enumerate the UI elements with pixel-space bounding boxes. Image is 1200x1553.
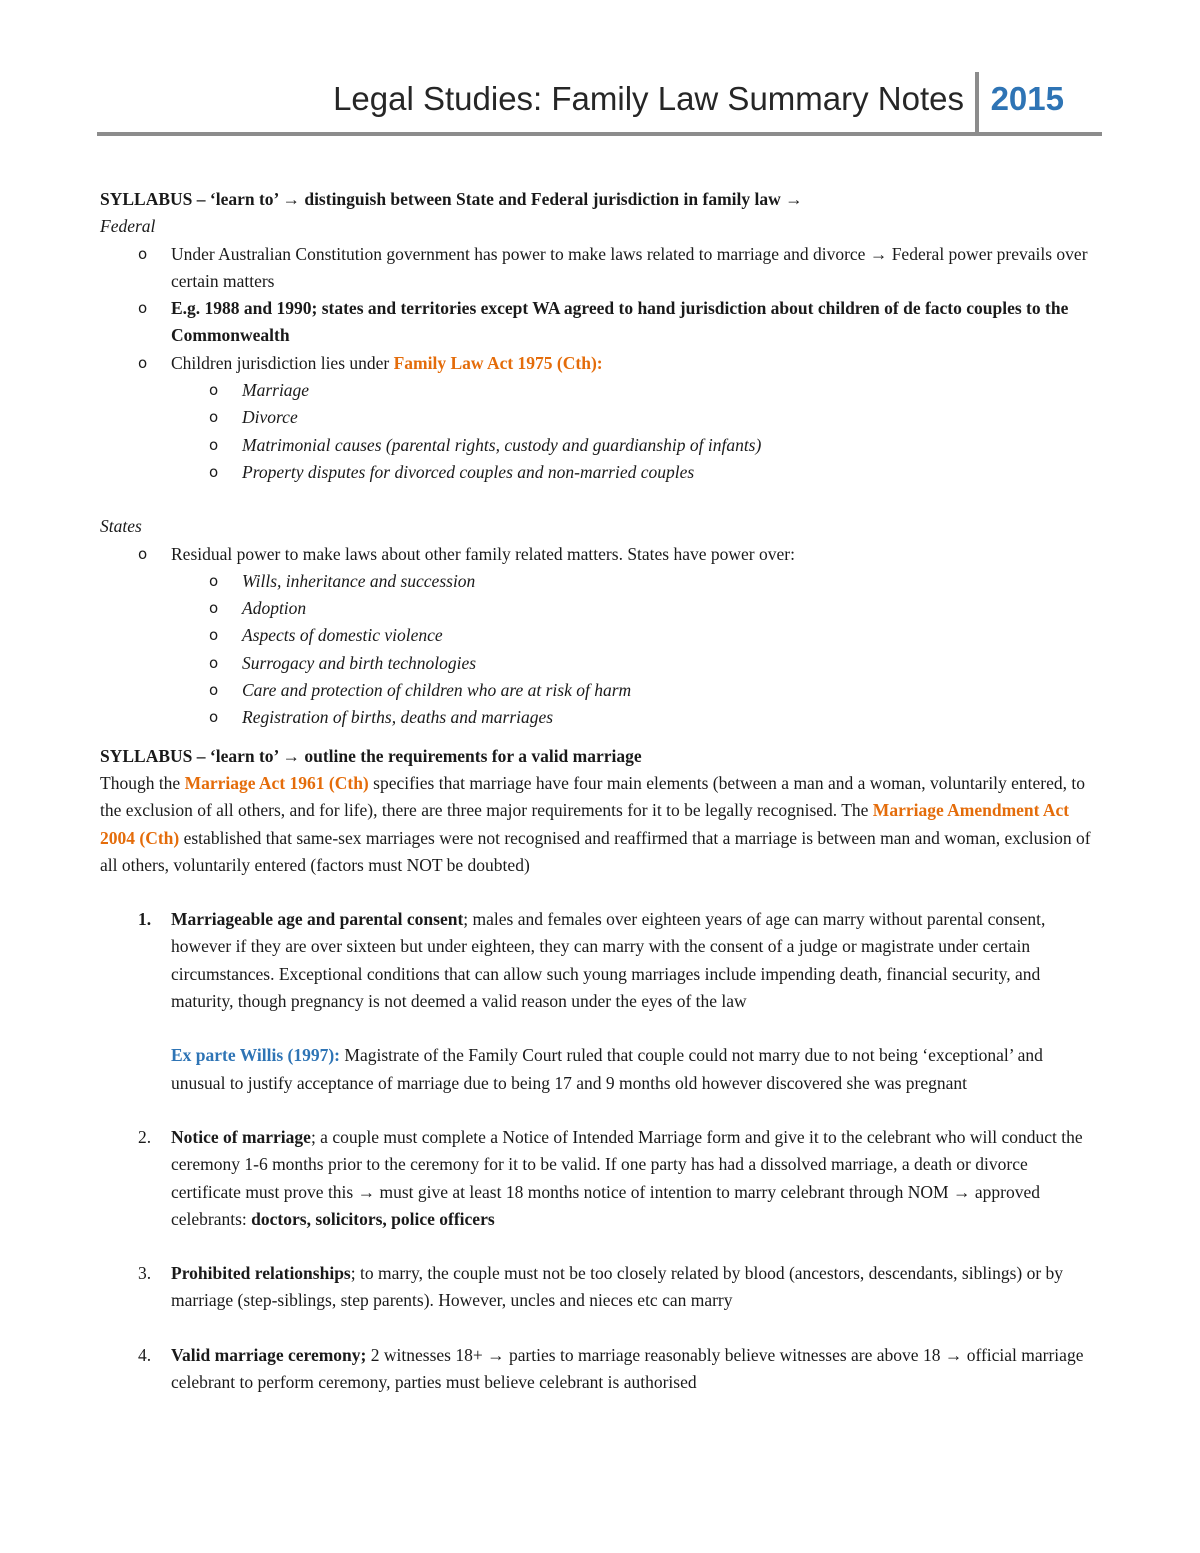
bullet-icon: o: [209, 571, 219, 590]
requirements-intro: Though the Marriage Act 1961 (Cth) specifies that marriage have four main elements (between a man and a woman, voluntarily entered, to the exclusion of all others, and for life), there are three major requirements for it to be legally recognised. The Marriage Amendment Act 2004 (Cth) established that same-sex marriages were not recognised and reaffirmed that a marriage is between man and woman, exclusion of all others, voluntarily entered (factors must NOT be doubted): [100, 772, 1091, 875]
document-body: [100, 186, 1100, 1423]
bullet-icon: o: [138, 299, 148, 318]
bullet-icon: o: [209, 462, 219, 481]
list-item: o Marriage: [242, 377, 1100, 404]
item-number: 2.: [138, 1126, 152, 1147]
list-item: 1. Marriageable age and parental consent; males and females over eighteen years of age can marry without parental consent, however if they are over sixteen but under eighteen, they can marry with the consent of a judge or magistrate under certain circumstances. Exceptional conditions that can allow such young marriages include impending death, financial security, and maturity, though pregnancy is not deemed a valid reason under the eyes of the law Ex parte Willis (1997): Magistrate of the Family Court ruled that couple could not marry due to not being ‘exceptional’ and unusual to justify acceptance of marriage due to being 17 and 9 months old however discovered she was pregnant: [171, 906, 1100, 1097]
bullet-icon: o: [209, 435, 219, 454]
header-divider: [975, 72, 979, 132]
act-reference: Marriage Amendment Act 2004 (Cth): [100, 800, 1070, 848]
document-year: 2015: [990, 80, 1064, 117]
act-reference: Marriage Act 1961 (Cth): [184, 772, 369, 793]
list-item: o Registration of births, deaths and marriages: [242, 704, 1100, 731]
list-item: 2. Notice of marriage; a couple must complete a Notice of Intended Marriage form and give it to the celebrant who will conduct the ceremony 1-6 months prior to the ceremony for it to be valid. If one party has had a dissolved marriage, a death or divorce certificate must prove this → must give at least 18 months notice of intention to marry celebrant through NOM → approved celebrants: doctors, solicitors, police officers: [171, 1124, 1100, 1233]
bullet-icon: o: [209, 381, 219, 400]
list-item: o Care and protection of children who are at risk of harm: [242, 677, 1100, 704]
item-number: 3.: [138, 1263, 152, 1284]
states-list: [100, 541, 1100, 732]
list-item: o Surrogacy and birth technologies: [242, 650, 1100, 677]
list-item: o Matrimonial causes (parental rights, custody and guardianship of infants): [242, 432, 1100, 459]
bullet-icon: o: [209, 653, 219, 672]
act-reference: Family Law Act 1975 (Cth):: [393, 352, 603, 373]
list-item: o Property disputes for divorced couples and non-married couples: [242, 459, 1100, 486]
federal-sublist: [171, 377, 1100, 486]
section-heading-requirements: SYLLABUS – ‘learn to’ → outline the requirements for a valid marriage: [100, 745, 642, 766]
list-item: o Under Australian Constitution government has power to make laws related to marriage and divorce → Federal power prevails over certain matters: [171, 241, 1100, 296]
list-item: o Aspects of domestic violence: [242, 622, 1100, 649]
states-label: States: [100, 516, 142, 537]
page-header: [97, 74, 1102, 136]
federal-label: Federal: [100, 216, 156, 237]
document-title: Legal Studies: Family Law Summary Notes: [333, 80, 964, 117]
list-item: o Wills, inheritance and succession: [242, 568, 1100, 595]
case-name: Ex parte Willis (1997):: [171, 1045, 341, 1066]
bullet-icon: o: [209, 681, 219, 700]
list-item: 3. Prohibited relationships; to marry, the couple must not be too closely related by blood (ancestors, descendants, siblings) or by marriage (step-siblings, step parents). However, uncles and nieces etc can marry: [171, 1260, 1100, 1315]
bullet-icon: o: [138, 544, 148, 563]
bullet-icon: o: [209, 626, 219, 645]
list-item: 4. Valid marriage ceremony; 2 witnesses 18+ → parties to marriage reasonably believe witnesses are above 18 → official marriage celebrant to perform ceremony, parties must believe celebrant is authorised: [171, 1342, 1100, 1397]
list-item: o Residual power to make laws about other family related matters. States have power over: o Wills, inheritance and succession o Adoption o Aspects of domestic violence o Surrogacy and birth technologies o Care and protection of children who are at risk of harm o Registration of births, deaths and marriages: [171, 541, 1100, 732]
bullet-icon: o: [209, 708, 219, 727]
bullet-icon: o: [138, 244, 148, 263]
list-item: o Children jurisdiction lies under Family Law Act 1975 (Cth): o Marriage o Divorce o Matrimonial causes (parental rights, custody and guardianship of infants) o Property disputes for divorced couples and non-married couples: [171, 350, 1100, 486]
item-number: 1.: [138, 909, 152, 930]
bullet-icon: o: [209, 599, 219, 618]
list-item: o Adoption: [242, 595, 1100, 622]
bullet-icon: o: [138, 353, 148, 372]
item-number: 4.: [138, 1344, 152, 1365]
case-example: Ex parte Willis (1997): Magistrate of the Family Court ruled that couple could not marry due to not being ‘exceptional’ and unusual to justify acceptance of marriage due to being 17 and 9 months old however discovered she was pregnant: [171, 1045, 1043, 1093]
section-heading-jurisdiction: SYLLABUS – ‘learn to’ → distinguish between State and Federal jurisdiction in family law →: [100, 189, 803, 209]
states-sublist: [171, 568, 1100, 732]
federal-list: [100, 241, 1100, 487]
list-item: o Divorce: [242, 404, 1100, 431]
list-item: o E.g. 1988 and 1990; states and territories except WA agreed to hand jurisdiction about children of de facto couples to the Commonwealth: [171, 295, 1100, 350]
bullet-icon: o: [209, 408, 219, 427]
requirements-list: [100, 906, 1100, 1396]
